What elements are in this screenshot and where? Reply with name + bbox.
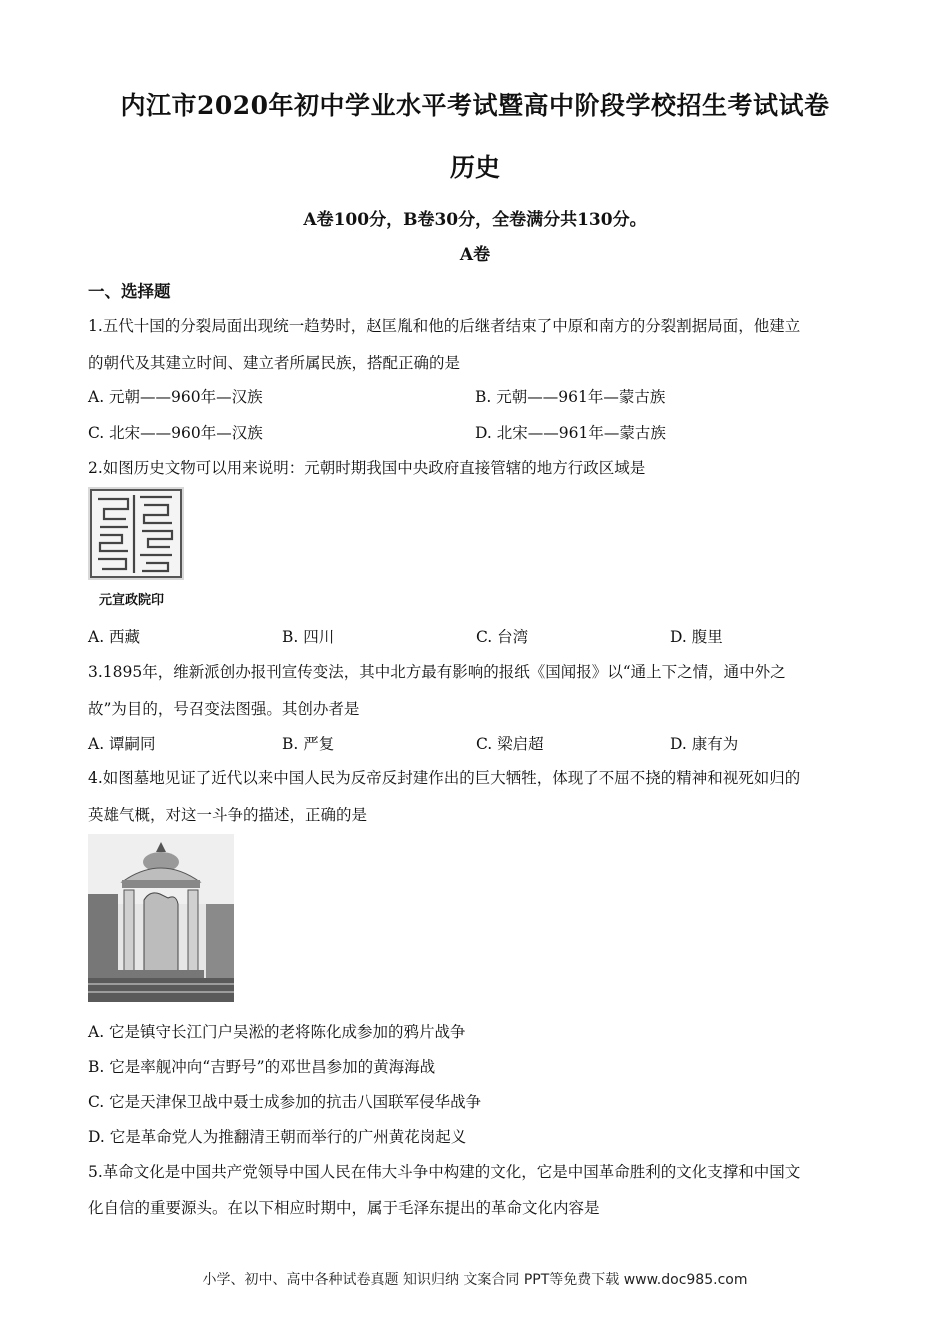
q2-option-c: C. 台湾	[476, 628, 529, 646]
q2-option-b: B. 四川	[282, 628, 335, 646]
q1-option-d: D. 北宋——961年—蒙古族	[475, 424, 666, 442]
q3-option-d: D. 康有为	[670, 735, 739, 753]
q1-option-b: B. 元朝——961年—蒙古族	[475, 388, 666, 406]
subject-title: 历史	[449, 153, 500, 182]
q2-option-d: D. 腹里	[670, 628, 723, 646]
q5-text-line2: 化自信的重要源头。在以下相应时期中，属于毛泽东提出的革命文化内容是	[88, 1199, 600, 1217]
memorial-photo	[88, 834, 234, 1002]
q3-text-line2: 故”为目的，号召变法图强。其创办者是	[88, 700, 360, 718]
q3-option-b: B. 严复	[282, 735, 335, 753]
section-heading: 一、选择题	[88, 282, 171, 301]
seal-caption: 元宣政院印	[99, 593, 165, 608]
footer-text: 小学、初中、高中各种试卷真题 知识归纳 文案合同 PPT等免费下载 www.doc985.com	[202, 1272, 748, 1288]
q4-option-b: B. 它是率舰冲向“吉野号”的邓世昌参加的黄海海战	[88, 1058, 436, 1076]
q1-text-line2: 的朝代及其建立时间、建立者所属民族，搭配正确的是	[88, 354, 461, 372]
q3-option-c: C. 梁启超	[476, 735, 544, 753]
q3-text-line1: 3.1895年，维新派创办报刊宣传变法，其中北方最有影响的报纸《国闻报》以“通上下之情，通中外之	[88, 663, 786, 681]
volume-label: A卷	[459, 245, 491, 265]
q4-text-line2: 英雄气概，对这一斗争的描述，正确的是	[88, 806, 368, 824]
q3-option-a: A. 谭嗣同	[88, 735, 156, 753]
q1-option-c: C. 北宋——960年—汉族	[88, 424, 263, 442]
q5-text-line1: 5.革命文化是中国共产党领导中国人民在伟大斗争中构建的文化，它是中国革命胜利的文化支撑和中国文	[88, 1163, 801, 1181]
q4-option-c: C. 它是天津保卫战中聂士成参加的抗击八国联军侵华战争	[88, 1093, 482, 1111]
q4-option-a: A. 它是镇守长江门户吴淞的老将陈化成参加的鸦片战争	[88, 1023, 466, 1041]
q1-text-line1: 1.五代十国的分裂局面出现统一趋势时，赵匡胤和他的后继者结束了中原和南方的分裂割据局面，他建立	[88, 317, 801, 335]
q4-option-d: D. 它是革命党人为推翻清王朝而举行的广州黄花岗起义	[88, 1128, 467, 1146]
q1-option-a: A. 元朝——960年—汉族	[88, 388, 263, 406]
score-note: A卷100分，B卷30分，全卷满分共130分。	[303, 210, 647, 230]
q2-option-a: A. 西藏	[88, 628, 141, 646]
exam-title: 内江市2020年初中学业水平考试暨高中阶段学校招生考试试卷	[120, 91, 830, 120]
seal-image	[88, 487, 184, 580]
q2-text-line1: 2.如图历史文物可以用来说明：元朝时期我国中央政府直接管辖的地方行政区域是	[88, 459, 646, 477]
q4-text-line1: 4.如图墓地见证了近代以来中国人民为反帝反封建作出的巨大牺牲，体现了不屈不挠的精神和视死如归的	[88, 769, 801, 787]
